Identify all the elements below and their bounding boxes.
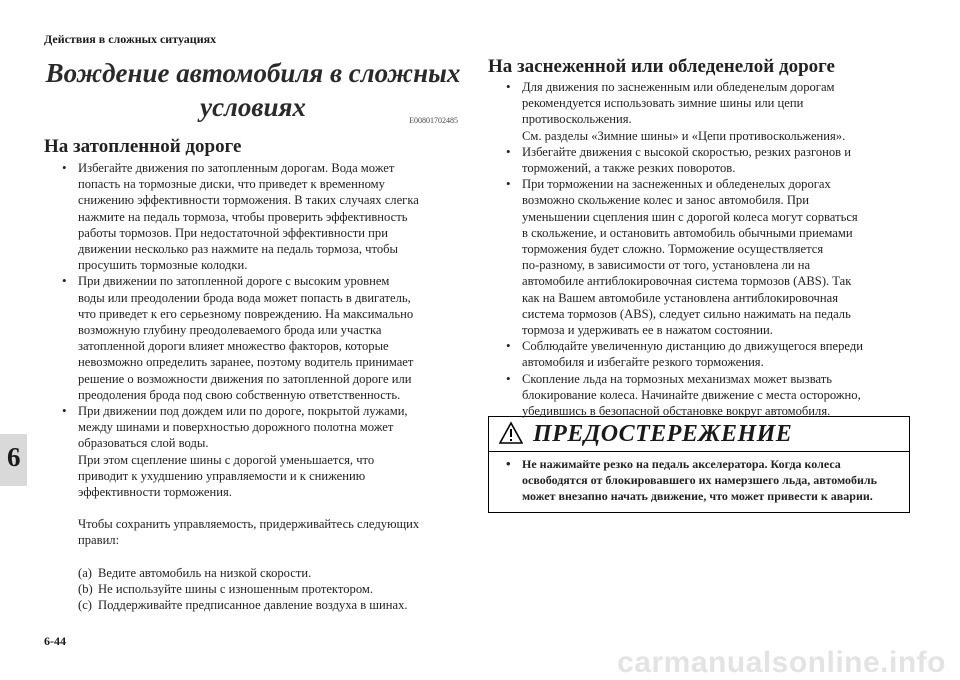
text-line: • При торможении на заснеженных и обледенелых дорогах — [522, 177, 831, 192]
text-line: затопленной дороги влияет множество факторов, которые — [78, 339, 389, 354]
text-line: по-разному, в зависимости от того, установлена ли на — [522, 258, 811, 273]
text-line: как на Вашем автомобиле установлена антиблокировочная — [522, 290, 838, 305]
text-line: уменьшении сцепления шин с дорогой колеса могут сорваться — [522, 209, 858, 224]
section-code: E00801702485 — [409, 116, 458, 125]
sub-list-item — [78, 597, 462, 613]
sub-item-text: Поддерживайте предписанное давление воздуха в шинах. — [98, 598, 408, 613]
text-line: работы тормозов. При недостаточной эффективности при — [78, 225, 388, 240]
text-line: • Соблюдайте увеличенную дистанцию до движущегося впереди — [522, 339, 863, 354]
text-line: автомобиле антиблокировочная система тормозов (ABS). Так — [522, 274, 852, 289]
text-line: между шинами и поверхностью дорожного полотна может — [78, 420, 394, 435]
warning-triangle-icon — [499, 421, 523, 445]
text-line: • Не нажимайте резко на педаль акселератора. Когда колеса — [522, 457, 841, 471]
sub-item-text: Ведите автомобиль на низкой скорости. — [98, 565, 312, 580]
text-line: автомобиля и избегайте резкого торможения. — [522, 355, 764, 370]
text-line: приводит к ухудшению управляемости и к снижению — [78, 468, 366, 483]
text-line: • Избегайте движения с высокой скоростью, резких разгонов и — [522, 144, 851, 159]
sub-list-item — [78, 565, 462, 581]
text-line: система тормозов (ABS), следует сильно нажимать на педаль — [522, 306, 851, 321]
text-line: движении несколько раз нажмите на педаль тормоза, чтобы — [78, 242, 399, 257]
list-item — [44, 273, 462, 403]
text-line: возможно скольжение колес и занос автомобиля. При — [522, 193, 809, 208]
sub-item-text: Не используйте шины с изношенным протектором. — [98, 581, 373, 596]
list-item — [488, 144, 908, 176]
page-header: Действия в сложных ситуациях — [44, 32, 217, 46]
left-column — [44, 56, 462, 613]
page-number: 6-44 — [44, 634, 66, 648]
sub-list-item — [78, 581, 462, 597]
warning-body — [489, 452, 909, 504]
text-line: что приведет к его серьезному повреждению. На максимально — [78, 306, 414, 321]
warning-list — [489, 456, 901, 504]
warning-box — [488, 416, 910, 513]
text-line: убедившись в безопасной обстановке вокруг автомобиля. — [522, 404, 831, 419]
main-title — [44, 56, 462, 124]
warning-title: ПРЕДОСТЕРЕЖЕНИЕ — [533, 421, 793, 447]
text-line: решение о возможности движения по затопленной дороге или — [78, 371, 412, 386]
text-line: попасть на тормозные диски, что приведет к временному — [78, 177, 385, 192]
text-line: преодоления брода под свою собственную ответственность. — [78, 387, 401, 402]
blank-line — [78, 500, 462, 516]
text-line: • Для движения по заснеженным или обледенелым дорогам — [522, 80, 835, 94]
flooded-road-list — [44, 160, 462, 613]
text-line: возможную глубину преодолеваемого брода или участка — [78, 323, 382, 338]
text-line: рекомендуется использовать зимние шины или цепи — [522, 96, 804, 111]
chapter-tab — [0, 434, 27, 486]
warning-header — [489, 417, 909, 452]
right-column — [488, 56, 908, 419]
list-item — [488, 338, 908, 370]
main-title-line-2: условиях — [200, 92, 306, 122]
text-line: образоваться слой воды. — [78, 436, 209, 451]
text-line: Чтобы сохранить управляемость, придерживайтесь следующих — [78, 517, 420, 532]
text-line: торможений, а также резких поворотов. — [522, 161, 736, 176]
text-line: освободятся от блокировавшего их намерзшего льда, автомобиль — [522, 473, 878, 487]
list-item — [44, 160, 462, 273]
text-line: противоскольжения. — [522, 112, 632, 127]
text-line: может внезапно начать движение, что может привести к аварии. — [522, 489, 873, 503]
text-line: торможения будет сложно. Торможение осуществляется — [522, 242, 824, 257]
text-line: • Избегайте движения по затопленным дорогам. Вода может — [78, 161, 395, 175]
watermark: carmanualsonline.info — [617, 646, 946, 679]
text-line: блокирование колеса. Начинайте движение с места осторожно, — [522, 387, 861, 402]
text-line: воды или преодолении брода вода может попасть в двигатель, — [78, 290, 411, 305]
text-line: См. разделы «Зимние шины» и «Цепи противоскольжения». — [522, 128, 846, 143]
sub-item-mark: (b) — [78, 581, 93, 596]
text-line: нажмите на педаль тормоза, чтобы проверить эффективность — [78, 209, 408, 224]
list-item — [489, 456, 901, 504]
list-item — [44, 403, 462, 613]
text-line: • При движении по затопленной дороге с высоким уровнем — [78, 274, 390, 289]
text-line: невозможно определить заранее, поэтому водитель принимает — [78, 355, 414, 370]
text-line: в скольжение, и остановить автомобиль обычными приемами — [522, 225, 853, 240]
text-line: правил: — [78, 533, 120, 548]
blank-line — [78, 549, 462, 565]
text-line: эффективности торможения. — [78, 485, 232, 500]
text-line: тормоза и удерживать ее в нажатом состоянии. — [522, 323, 773, 338]
list-item — [488, 371, 908, 420]
text-line: При этом сцепление шины с дорогой уменьшается, что — [78, 452, 375, 467]
snow-road-list — [488, 79, 908, 419]
flooded-road-heading: На затопленной дороге — [44, 136, 242, 157]
sub-item-mark: (a) — [78, 565, 92, 580]
main-title-line-1: Вождение автомобиля в сложных — [45, 58, 461, 88]
sub-item-mark: (c) — [78, 598, 92, 613]
chapter-tab-number: 6 — [7, 442, 21, 472]
list-item — [488, 79, 908, 144]
text-line: • Скопление льда на тормозных механизмах может вызвать — [522, 371, 832, 386]
snow-road-heading: На заснеженной или обледенелой дороге — [488, 56, 835, 77]
text-line: просушить тормозные колодки. — [78, 258, 248, 273]
list-item — [488, 176, 908, 338]
text-line: • При движении под дождем или по дороге, покрытой лужами, — [78, 404, 408, 419]
text-line: снижению эффективности торможения. В таких случаях слегка — [78, 193, 419, 208]
